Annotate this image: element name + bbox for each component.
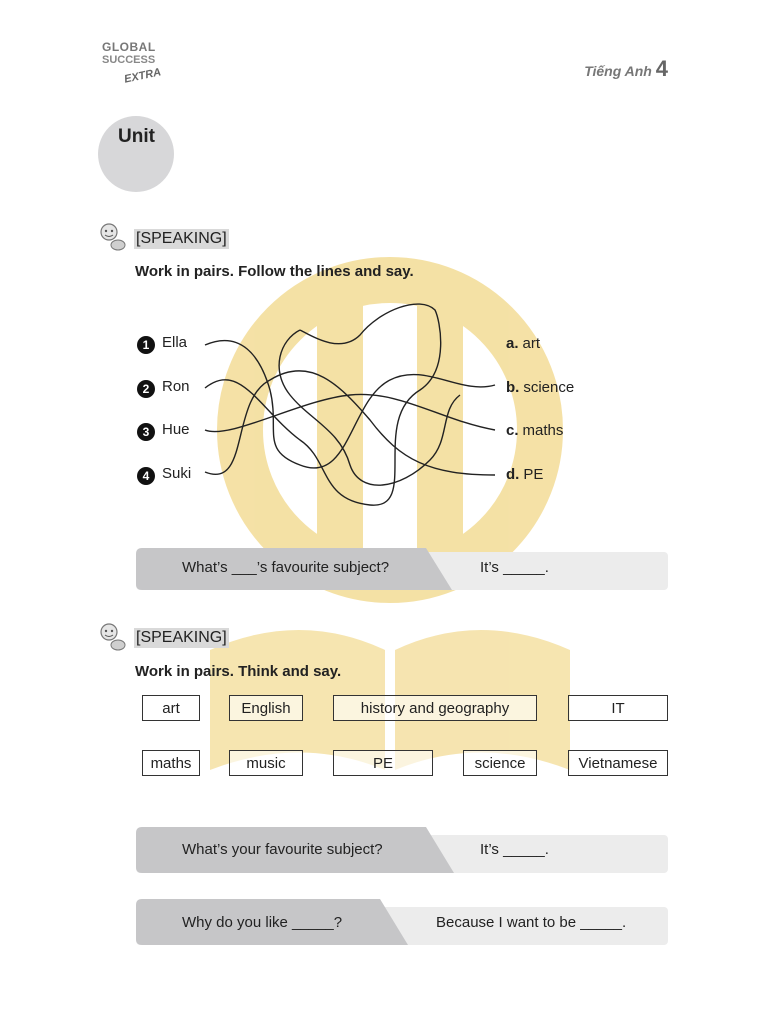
word-box: English [229,695,303,721]
word-box: maths [142,750,200,776]
option-text: maths [522,422,564,439]
answer-text: It’s _____. [480,559,549,576]
name-text: Suki [162,465,192,482]
unit-label: Unit [118,126,155,147]
answer-text: Because I want to be _____. [436,914,627,931]
option-letter: d. [506,466,520,483]
option-letter: b. [506,379,520,396]
option-letter: a. [506,335,519,352]
question-text: What’s ___’s favourite subject? [182,559,390,576]
answer-text: It’s _____. [480,841,549,858]
word-box: music [229,750,303,776]
name-text: Ron [162,378,190,395]
book-brand [584,56,668,82]
name-text: Hue [162,421,190,438]
section1-instruction: Work in pairs. Follow the lines and say. [135,263,414,280]
brand-text: Tiếng Anh [584,63,652,79]
number-badge: 2 [137,380,155,398]
word-box: PE [333,750,433,776]
word-box: IT [568,695,668,721]
section2-tag: [SPEAKING] [136,629,227,646]
word-box: science [463,750,537,776]
number-badge: 4 [137,467,155,485]
option-text: art [522,335,541,352]
speech-bar [136,827,668,869]
option-text: PE [523,466,544,483]
series-logo [98,38,168,90]
section1-tag: [SPEAKING] [136,230,227,247]
name-item [137,378,190,398]
brand-grade: 4 [655,56,668,81]
tangled-lines [200,300,500,515]
option-item [506,379,574,396]
word-box: Vietnamese [568,750,668,776]
logo-line3: EXTRA [123,66,163,86]
number-badge: 3 [137,423,155,441]
name-item [137,421,190,441]
option-text: science [523,379,575,396]
name-item [137,334,187,354]
logo-line2: SUCCESS [102,54,156,66]
number-badge: 1 [137,336,155,354]
option-item [506,466,543,483]
speaking-icon [98,222,126,252]
logo-line1: GLOBAL [102,40,156,54]
speaking-icon [98,622,126,652]
name-text: Ella [162,334,188,351]
speech-bar [136,899,668,941]
question-text: What’s your favourite subject? [182,841,383,858]
option-item [506,422,563,439]
name-item [137,465,191,485]
option-letter: c. [506,422,519,439]
option-item [506,335,540,352]
speech-bar [136,548,668,590]
section2-instruction: Work in pairs. Think and say. [135,663,342,680]
word-box: history and geography [333,695,537,721]
word-box: art [142,695,200,721]
question-text: Why do you like _____? [182,914,343,931]
